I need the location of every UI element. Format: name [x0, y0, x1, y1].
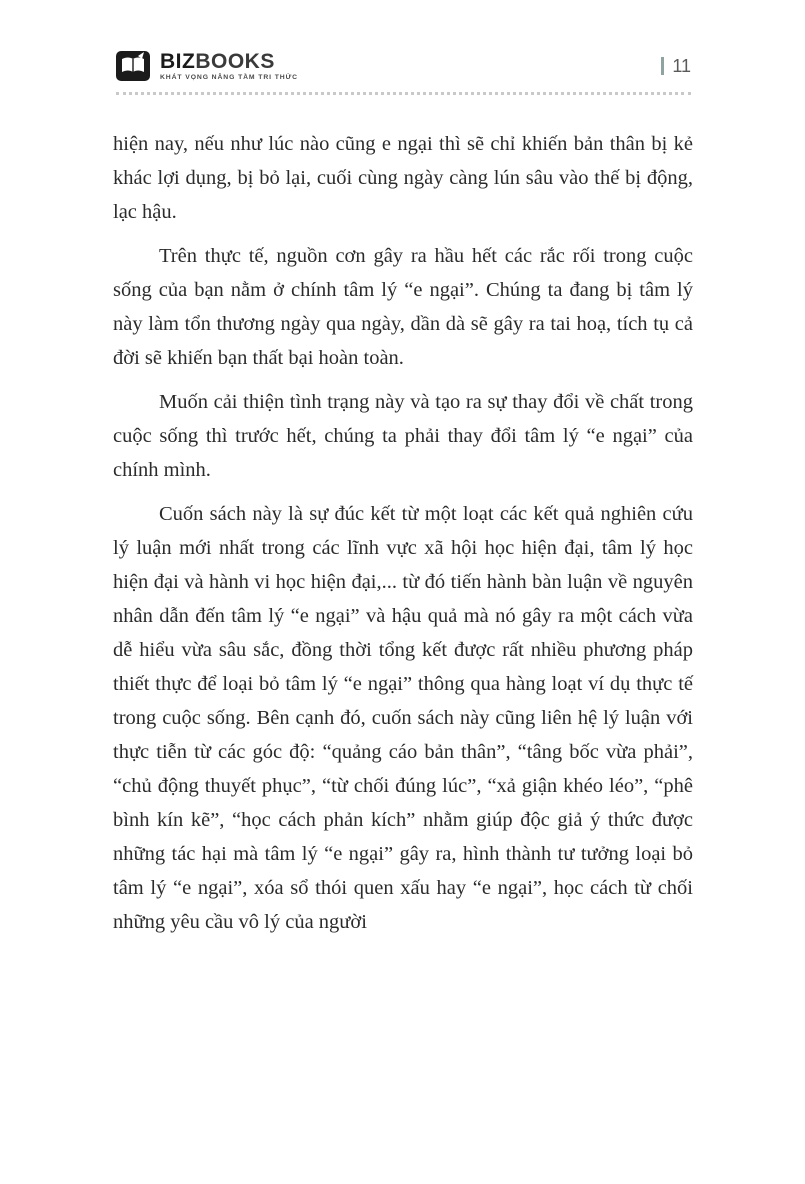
bizbooks-logo-icon [116, 50, 152, 82]
publisher-name: BIZBOOKS [160, 49, 275, 73]
page-number [661, 56, 691, 77]
publisher-logo [116, 50, 298, 82]
publisher-logo-text [160, 51, 298, 82]
page-number-separator [661, 57, 664, 75]
paragraph: Muốn cải thiện tình trạng này và tạo ra sự thay đổi về chất trong cuộc sống thì trước hết, chúng ta phải thay đổi tâm lý “e ngại” của chính mình. [113, 391, 693, 481]
body-text [0, 95, 805, 939]
page-number-value: 11 [672, 55, 691, 76]
page-header [0, 0, 805, 82]
paragraph: Trên thực tế, nguồn cơn gây ra hầu hết các rắc rối trong cuộc sống của bạn nằm ở chính tâm lý “e ngại”. Chúng ta đang bị tâm lý này làm tổn thương ngày qua ngày, dần dà sẽ gây ra tai hoạ, tích tụ cả đời sẽ khiến bạn thất bại hoàn toàn. [113, 245, 693, 369]
publisher-tagline: KHÁT VỌNG NÂNG TẦM TRI THỨC [160, 73, 298, 81]
paragraph: hiện nay, nếu như lúc nào cũng e ngại thì sẽ chỉ khiến bản thân bị kẻ khác lợi dụng, bị bỏ lại, cuối cùng ngày càng lún sâu vào thế bị động, lạc hậu. [113, 133, 693, 223]
paragraph: Cuốn sách này là sự đúc kết từ một loạt các kết quả nghiên cứu lý luận mới nhất trong các lĩnh vực xã hội học hiện đại, tâm lý học hiện đại và hành vi học hiện đại,... từ đó tiến hành bàn luận về nguyên nhân dẫn đến tâm lý “e ngại” và hậu quả mà nó gây ra một cách vừa dễ hiểu vừa sâu sắc, đồng thời tổng kết được rất nhiều phương pháp thiết thực để loại bỏ tâm lý “e ngại” thông qua hàng loạt ví dụ thực tế trong cuộc sống. Bên cạnh đó, cuốn sách này cũng liên hệ lý luận với thực tiễn từ các góc độ: “quảng cáo bản thân”, “tâng bốc vừa phải”, “chủ động thuyết phục”, “từ chối đúng lúc”, “xả giận khéo léo”, “phê bình kín kẽ”, “học cách phản kích” nhằm giúp độc giả ý thức được những tác hại mà tâm lý “e ngại” gây ra, hình thành tư tưởng loại bỏ tâm lý “e ngại”, xóa sổ thói quen xấu hay “e ngại”, học cách từ chối những yêu cầu vô lý của người [113, 503, 693, 933]
